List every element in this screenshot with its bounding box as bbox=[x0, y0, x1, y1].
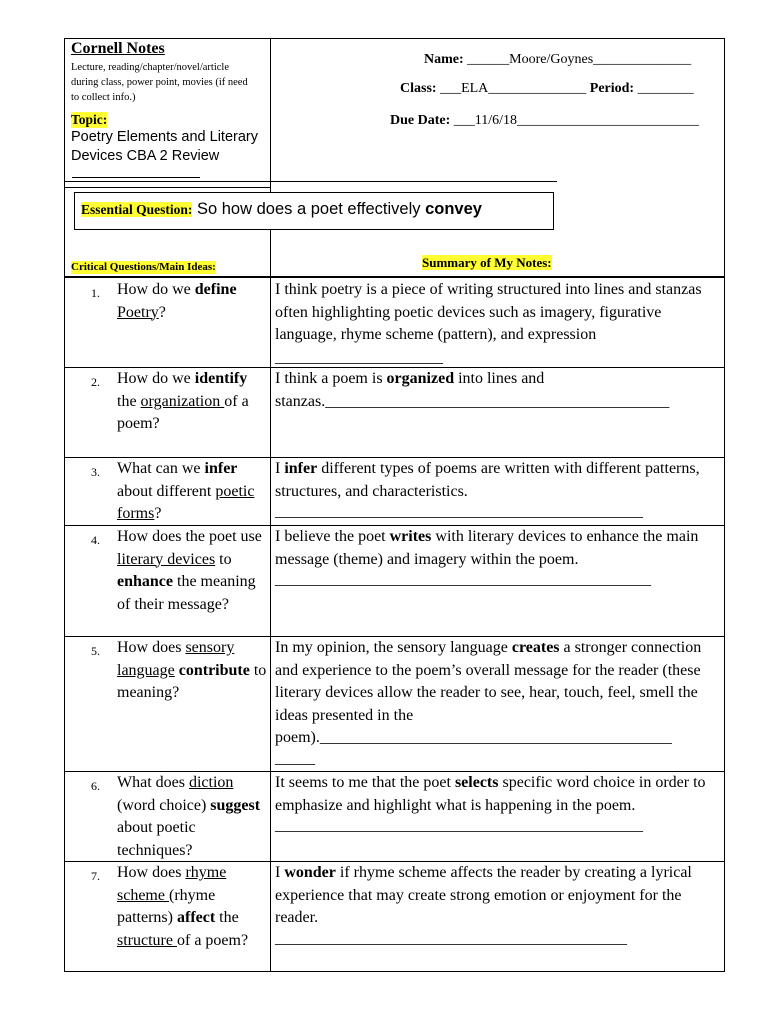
question-text: How does rhyme scheme (rhyme patterns) affect the structure of a poem? bbox=[117, 864, 249, 949]
table-row bbox=[64, 525, 725, 636]
name-value: ______Moore/Goynes______________ bbox=[467, 52, 692, 67]
question-text: How does the poet use literary devices to enhance the meaning of their message? bbox=[117, 528, 262, 613]
table-row bbox=[64, 457, 725, 525]
summary-text: I infer different types of poems are written with different patterns, structures, and characteristics. ______________________________________________ bbox=[275, 460, 700, 520]
essential-question-label: Essential Question: bbox=[81, 202, 193, 217]
period-label: Period: bbox=[589, 81, 635, 96]
essential-question-box bbox=[74, 192, 554, 230]
header-right-border bbox=[724, 38, 725, 276]
summary-text: I think poetry is a piece of writing structured into lines and stanzas often highlighting poetic devices such as imagery, figurative language, rhyme scheme (pattern), and expression _____________________ bbox=[275, 281, 702, 366]
table-row bbox=[64, 367, 725, 457]
essential-question-emphasis: convey bbox=[425, 200, 482, 218]
row-number: 3. bbox=[91, 465, 100, 479]
row-number: 2. bbox=[91, 375, 100, 389]
question-text: What can we infer about different poetic forms? bbox=[117, 460, 255, 522]
class-label: Class: bbox=[400, 81, 437, 96]
class-value: ___ELA______________ bbox=[440, 81, 587, 96]
left-border-upper bbox=[64, 188, 65, 276]
table-bottom-line bbox=[64, 971, 725, 972]
summary-text: I wonder if rhyme scheme affects the reader by creating a lyrical experience that may create strong emotion or enjoyment for the reader. ____________________________________________ bbox=[275, 864, 692, 947]
header-description bbox=[71, 60, 269, 105]
right-column-header: Summary of My Notes: bbox=[422, 255, 552, 270]
period-value: ________ bbox=[637, 81, 694, 96]
topic-line-2: Devices CBA 2 Review bbox=[71, 148, 220, 164]
summary-text: I think a poem is organized into lines and stanzas.___________________________________________ bbox=[275, 370, 670, 410]
row-number: 1. bbox=[91, 286, 100, 300]
summary-text: I believe the poet writes with literary devices to enhance the main message (theme) and imagery within the poem. _______________________________________________ bbox=[275, 528, 699, 588]
desc-line-2: during class, power point, movies (if need bbox=[71, 77, 248, 88]
row-number: 4. bbox=[91, 533, 100, 547]
table-row bbox=[64, 636, 725, 771]
due-date-label: Due Date: bbox=[390, 113, 451, 128]
essential-question-text: So how does a poet effectively bbox=[192, 200, 426, 218]
header-mid-line bbox=[64, 181, 557, 182]
topic-label: Topic: bbox=[71, 112, 108, 127]
row-number: 6. bbox=[91, 779, 100, 793]
left-column-header: Critical Questions/Main Ideas: bbox=[71, 261, 216, 273]
desc-line-3: to collect info.) bbox=[71, 92, 136, 103]
summary-text: In my opinion, the sensory language creates a stronger connection and experience to the poem’s overall message for the reader (these literary devices allow the reader to see, hear, touch, feel, smell the ideas presented in the poem).____________________________________________ _____ bbox=[275, 639, 702, 767]
due-date-field[interactable] bbox=[390, 113, 699, 129]
table-row bbox=[64, 861, 725, 971]
name-field[interactable] bbox=[424, 52, 691, 68]
question-text: What does diction (word choice) suggest about poetic techniques? bbox=[117, 774, 261, 859]
row-number: 5. bbox=[91, 644, 100, 658]
page-title: Cornell Notes bbox=[71, 40, 165, 57]
table-row bbox=[64, 771, 725, 861]
topic-underline bbox=[72, 177, 200, 178]
summary-text: It seems to me that the poet selects specific word choice in order to emphasize and highlight what is happening in the poem. ______________________________________________ bbox=[275, 774, 706, 834]
class-field[interactable] bbox=[400, 81, 694, 97]
question-text: How does sensory language contribute to meaning? bbox=[117, 639, 267, 701]
desc-line-1: Lecture, reading/chapter/novel/article bbox=[71, 62, 229, 73]
row-number: 7. bbox=[91, 869, 100, 883]
topic-line-1: Poetry Elements and Literary bbox=[71, 129, 258, 145]
table-row bbox=[64, 278, 725, 367]
header-top-line bbox=[270, 38, 725, 39]
topic-text bbox=[71, 128, 269, 166]
name-label: Name: bbox=[424, 52, 464, 67]
question-text: How do we define Poetry? bbox=[117, 281, 237, 321]
due-date-value: ___11/6/18__________________________ bbox=[453, 113, 700, 128]
question-text: How do we identify the organization of a poem? bbox=[117, 370, 249, 432]
